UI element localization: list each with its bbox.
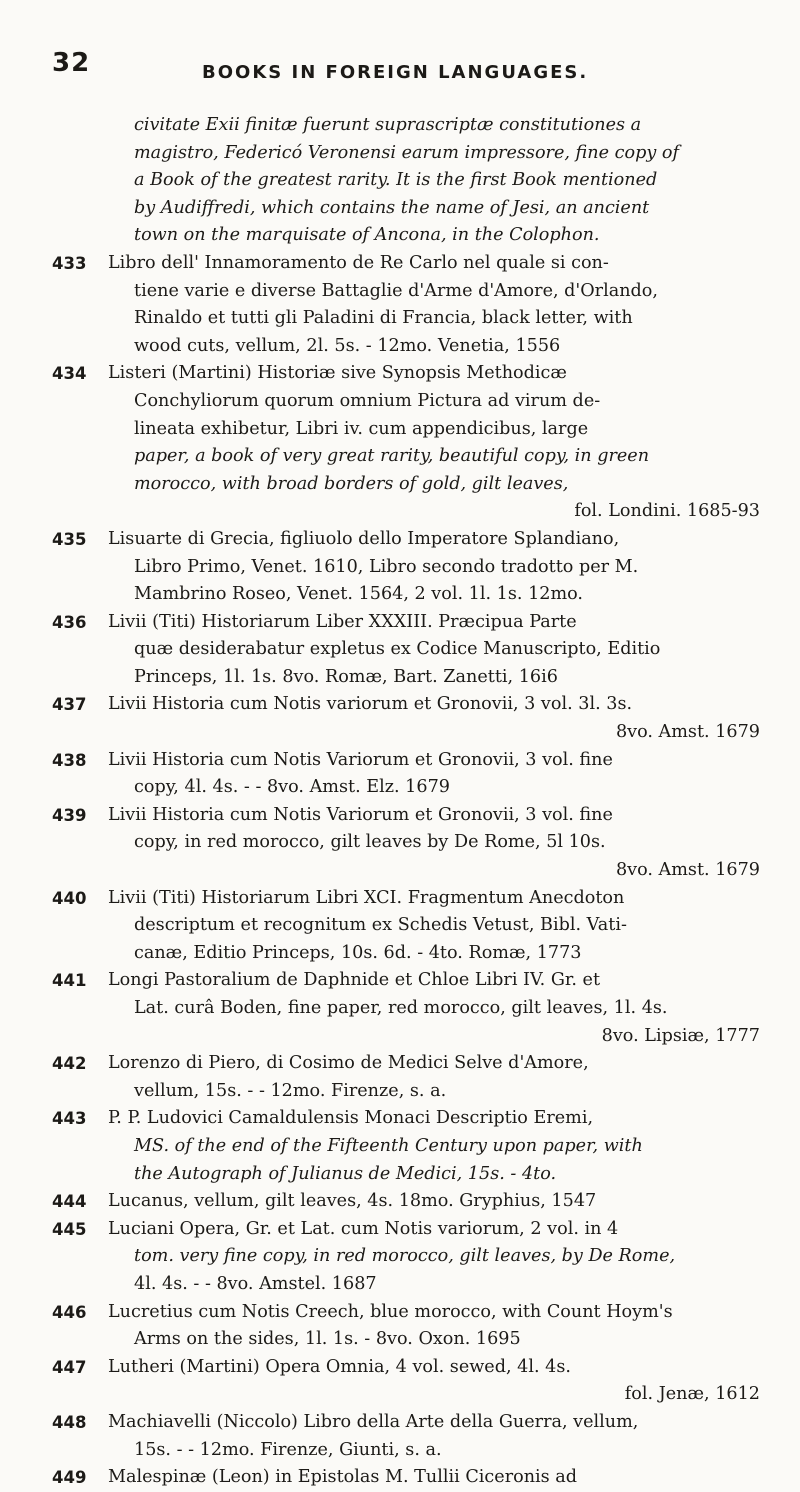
entry-line	[52, 471, 760, 499]
entry-text: P. P. Ludovici Camaldulensis Monaci Descriptio Eremi,	[108, 1108, 594, 1129]
entry-line	[52, 636, 760, 664]
entry-line	[52, 388, 760, 416]
entry-line	[52, 554, 760, 582]
entry-line	[52, 857, 760, 885]
entry-number: 436	[52, 612, 87, 632]
entry-text: Livii Historia cum Notis variorum et Gronovii, 3 vol. 3l. 3s.	[108, 694, 633, 715]
entry-number: 437	[52, 695, 87, 715]
entry-number: 442	[52, 1054, 87, 1074]
entry-text: Longi Pastoralium de Daphnide et Chloe Libri IV. Gr. et	[108, 970, 601, 991]
entry-text: Mambrino Roseo, Venet. 1564, 2 vol. 1l. 1s. 12mo.	[134, 584, 584, 605]
entry-line	[52, 1050, 760, 1078]
entry-line	[52, 195, 760, 223]
entry-text: Lorenzo di Piero, di Cosimo de Medici Selve d'Amore,	[108, 1053, 589, 1074]
entry-text: Conchyliorum quorum omnium Pictura ad virum de-	[134, 390, 601, 411]
entry-number: 441	[52, 971, 87, 991]
entry-text: 8vo. Amst. 1679	[615, 722, 760, 743]
entry-line	[52, 609, 760, 637]
entry-line	[52, 1243, 760, 1271]
entry-text: Lucretius cum Notis Creech, blue morocco, with Count Hoym's	[108, 1301, 673, 1322]
entry-line	[52, 1105, 760, 1133]
entry-line	[52, 719, 760, 747]
entry-text: Lat. curâ Boden, fine paper, red morocco, gilt leaves, 1l. 4s.	[134, 998, 668, 1018]
entry-line	[52, 1216, 760, 1244]
entry-text: Libro Primo, Venet. 1610, Libro secondo tradotto per M.	[134, 556, 639, 577]
entry-line	[52, 1023, 760, 1051]
entry-line	[52, 498, 760, 526]
entry-text: lineata exhibetur, Libri iv. cum appendicibus, large	[134, 418, 589, 439]
entry-text: descriptum et recognitum ex Schedis Vetust, Bibl. Vati-	[134, 915, 627, 936]
entry-line	[52, 222, 760, 250]
entry-text: vellum, 15s. - - 12mo. Firenze, s. a.	[134, 1080, 447, 1101]
entry-text: fol. Jenæ, 1612	[624, 1384, 760, 1405]
entry-number: 435	[52, 529, 87, 549]
entry-number: 444	[52, 1192, 87, 1212]
entry-text: quæ desiderabatur expletus ex Codice Manuscripto, Editio	[134, 639, 661, 660]
entry-number: 449	[52, 1468, 87, 1488]
entry-number: 446	[52, 1302, 87, 1322]
entry-number: 443	[52, 1109, 87, 1129]
entry-line	[52, 167, 760, 195]
entry-line	[52, 1464, 760, 1492]
entry-text: Machiavelli (Niccolo) Libro della Arte della Guerra, vellum,	[108, 1411, 639, 1432]
entry-line	[52, 802, 760, 830]
entry-text: 4l. 4s. - - 8vo. Amstel. 1687	[134, 1273, 377, 1294]
entry-line	[52, 416, 760, 444]
entry-text: magistro, Federicó Veronensi earum impressore, fine copy of	[134, 142, 679, 163]
entry-line	[52, 1437, 760, 1465]
entry-text: by Audiffredi, which contains the name of Jesi, an ancient	[134, 197, 650, 218]
entry-text: morocco, with broad borders of gold, gilt leaves,	[134, 473, 569, 494]
entry-line	[52, 278, 760, 306]
entry-line	[52, 1133, 760, 1161]
entry-text: Malespinæ (Leon) in Epistolas M. Tullii Ciceronis ad	[108, 1467, 578, 1488]
entry-text: wood cuts, vellum, 2l. 5s. - 12mo. Venetia, 1556	[134, 335, 561, 356]
entry-text: Libro dell' Innamoramento de Re Carlo nel quale si con-	[108, 252, 609, 273]
entry-text: Livii (Titi) Historiarum Liber XXXIII. Præcipua Parte	[108, 611, 577, 632]
page-header	[52, 48, 760, 88]
entry-line	[52, 1188, 760, 1216]
entry-number: 447	[52, 1357, 87, 1377]
entry-number: 445	[52, 1219, 87, 1239]
entry-line	[52, 1271, 760, 1299]
entry-text: civitate Exii finitæ fuerunt suprascriptæ constitutiones a	[134, 115, 642, 135]
entry-line	[52, 112, 760, 140]
entry-line	[52, 526, 760, 554]
entry-line	[52, 1326, 760, 1354]
entry-number: 438	[52, 750, 87, 770]
entry-text: Lutheri (Martini) Opera Omnia, 4 vol. sewed, 4l. 4s.	[108, 1356, 571, 1377]
entry-number: 439	[52, 805, 87, 825]
entry-line	[52, 1161, 760, 1189]
entry-text: Lisuarte di Grecia, figliuolo dello Imperatore Splandiano,	[108, 528, 620, 549]
entry-text: MS. of the end of the Fifteenth Century upon paper, with	[134, 1135, 643, 1156]
entry-line	[52, 664, 760, 692]
entry-text: Livii (Titi) Historiarum Libri XCI. Fragmentum Anecdoton	[108, 887, 625, 908]
entry-line	[52, 1381, 760, 1409]
entry-line	[52, 967, 760, 995]
entry-text: Arms on the sides, 1l. 1s. - 8vo. Oxon. 1695	[134, 1329, 521, 1350]
entry-text: town on the marquisate of Ancona, in the Colophon.	[134, 225, 600, 246]
entry-line	[52, 305, 760, 333]
entry-text: a Book of the greatest rarity. It is the first Book mentioned	[134, 170, 658, 191]
entry-text: Livii Historia cum Notis Variorum et Gronovii, 3 vol. fine	[108, 749, 613, 770]
entry-text: canæ, Editio Princeps, 10s. 6d. - 4to. Romæ, 1773	[134, 942, 582, 963]
entry-text: 15s. - - 12mo. Firenze, Giunti, s. a.	[134, 1439, 442, 1460]
entry-text: Listeri (Martini) Historiæ sive Synopsis Methodicæ	[108, 363, 567, 384]
running-title: BOOKS IN FOREIGN LANGUAGES.	[202, 62, 589, 83]
entry-line	[52, 581, 760, 609]
entry-line	[52, 1409, 760, 1437]
catalogue-entries	[52, 112, 760, 1492]
entry-text: tiene varie e diverse Battaglie d'Arme d'Amore, d'Orlando,	[134, 280, 658, 301]
entry-line	[52, 443, 760, 471]
page-number: 32	[52, 48, 91, 78]
entry-line	[52, 995, 760, 1023]
entry-number: 433	[52, 253, 87, 273]
entry-line	[52, 912, 760, 940]
entry-line	[52, 747, 760, 775]
entry-line	[52, 1354, 760, 1382]
entry-number: 434	[52, 364, 87, 384]
entry-text: Rinaldo et tutti gli Paladini di Francia, black letter, with	[134, 308, 633, 329]
entry-text: 8vo. Amst. 1679	[615, 860, 760, 881]
entry-line	[52, 360, 760, 388]
entry-text: fol. Londini. 1685-93	[574, 501, 760, 522]
entry-line	[52, 829, 760, 857]
entry-line	[52, 691, 760, 719]
entry-line	[52, 333, 760, 361]
entry-line	[52, 885, 760, 913]
entry-text: Luciani Opera, Gr. et Lat. cum Notis variorum, 2 vol. in 4	[108, 1218, 619, 1239]
entry-text: tom. very fine copy, in red morocco, gilt leaves, by De Rome,	[134, 1246, 676, 1267]
entry-text: 8vo. Lipsiæ, 1777	[601, 1025, 760, 1046]
entry-text: copy, in red morocco, gilt leaves by De Rome, 5l 10s.	[134, 832, 606, 853]
entry-line	[52, 1078, 760, 1106]
entry-text: Princeps, 1l. 1s. 8vo. Romæ, Bart. Zanetti, 16i6	[134, 666, 558, 687]
entry-text: Lucanus, vellum, gilt leaves, 4s. 18mo. Gryphius, 1547	[108, 1191, 597, 1212]
entry-line	[52, 1299, 760, 1327]
entry-number: 448	[52, 1412, 87, 1432]
entry-text: copy, 4l. 4s. - - 8vo. Amst. Elz. 1679	[134, 777, 450, 798]
entry-line	[52, 940, 760, 968]
entry-line	[52, 250, 760, 278]
entry-text: Livii Historia cum Notis Variorum et Gronovii, 3 vol. fine	[108, 804, 613, 825]
entry-text: paper, a book of very great rarity, beautiful copy, in green	[134, 446, 650, 467]
entry-line	[52, 140, 760, 168]
entry-number: 440	[52, 888, 87, 908]
entry-line	[52, 774, 760, 802]
entry-text: the Autograph of Julianus de Medici, 15s. - 4to.	[134, 1163, 557, 1184]
